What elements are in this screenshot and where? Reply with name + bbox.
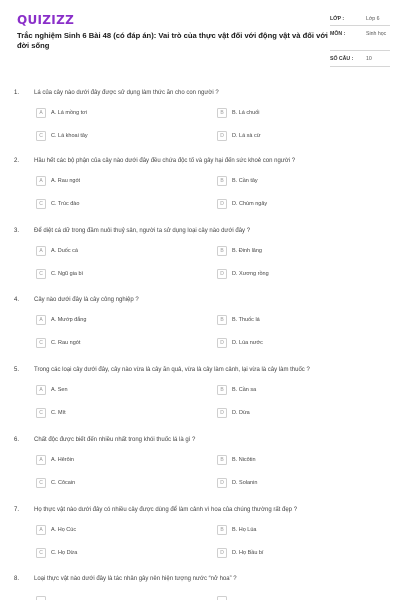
- question-number: 4.: [14, 297, 20, 303]
- option-letter-box: D: [217, 408, 227, 418]
- option-b[interactable]: [217, 385, 367, 397]
- meta-class-label: LỚP :: [330, 16, 345, 22]
- option-letter-box: A: [36, 108, 46, 118]
- option-text: D. Họ Bầu bí: [232, 549, 264, 556]
- option-a[interactable]: [36, 525, 186, 537]
- option-b[interactable]: [217, 315, 367, 327]
- question-number: 7.: [14, 507, 20, 513]
- option-d[interactable]: [217, 338, 367, 350]
- option-letter-box: D: [217, 478, 227, 488]
- option-a[interactable]: [36, 176, 186, 188]
- worksheet-title: Trắc nghiệm Sinh 6 Bài 48 (có đáp án): Vai trò của thực vật đối với động vật và đối với đời sống: [17, 31, 328, 50]
- option-letter-box: A: [36, 246, 46, 256]
- question-text: Hầu hết các bộ phận của cây nào dưới đây đều chứa độc tố và gây hại đến sức khoẻ con người ?: [34, 158, 296, 164]
- option-letter-box: D: [217, 338, 227, 348]
- question-text: Lá của cây nào dưới đây được sử dụng làm thức ăn cho con người ?: [34, 90, 219, 96]
- option-d[interactable]: [217, 199, 367, 211]
- option-text: C. Rau ngót: [51, 339, 81, 346]
- option-text: B. Cần tây: [232, 177, 258, 184]
- meta-count-value: 10: [366, 56, 372, 62]
- option-letter-box: D: [217, 199, 227, 209]
- option-c[interactable]: [36, 478, 186, 490]
- quizizz-logo: QUIZIZZ: [17, 13, 75, 27]
- question-number: 5.: [14, 367, 20, 373]
- option-letter-box: B: [217, 525, 227, 535]
- option-b[interactable]: [217, 176, 367, 188]
- option-text: C. Ngũ gia bì: [51, 270, 84, 277]
- option-text: D. Lá xà cừ: [232, 132, 261, 139]
- question-text: Cây nào dưới đây là cây công nghiệp ?: [34, 297, 139, 303]
- option-letter-box: D: [217, 131, 227, 141]
- option-letter-box: A: [36, 525, 46, 535]
- option-letter-box: B: [217, 108, 227, 118]
- meta-subject-value: Sinh học: [366, 31, 387, 37]
- question-text: Chất độc được biết đến nhiều nhất trong khói thuốc lá là gì ?: [34, 437, 196, 443]
- option-text: B. Nicôtin: [232, 456, 256, 463]
- question-6: [0, 437, 400, 507]
- option-letter-box: B: [217, 315, 227, 325]
- option-text: B. Cần sa: [232, 386, 257, 393]
- question-number: 3.: [14, 228, 20, 234]
- option-letter-box: C: [36, 478, 46, 488]
- option-letter-box: C: [36, 131, 46, 141]
- option-text: A. Hêrôin: [51, 456, 74, 463]
- option-letter-box: D: [217, 269, 227, 279]
- worksheet-header: [0, 0, 400, 72]
- option-text: D. Chùm ngây: [232, 200, 268, 207]
- option-text: C. Lá khoai tây: [51, 132, 88, 139]
- question-text: Để diệt cá dữ trong đầm nuôi thuỷ sản, người ta sử dụng loại cây nào dưới đây ?: [34, 228, 251, 234]
- option-letter-box: A: [36, 455, 46, 465]
- option-letter-box: B: [217, 455, 227, 465]
- option-letter-box: D: [217, 548, 227, 558]
- option-a[interactable]: [36, 455, 186, 467]
- option-letter-box: [36, 596, 46, 600]
- question-1: [0, 90, 400, 160]
- option-a[interactable]: [36, 385, 186, 397]
- option-text: B. Đinh lăng: [232, 247, 262, 254]
- option-c[interactable]: [36, 199, 186, 211]
- option-c[interactable]: [36, 338, 186, 350]
- option-letter-box: C: [36, 408, 46, 418]
- question-text: Trong các loại cây dưới đây, cây nào vừa là cây ăn quả, vừa là cây làm cảnh, lại vừa là cây làm thuốc ?: [34, 367, 310, 373]
- option-d[interactable]: [217, 548, 367, 560]
- option-b[interactable]: [217, 455, 367, 467]
- option-text: B. Họ Lúa: [232, 526, 257, 533]
- option-a[interactable]: [36, 315, 186, 327]
- option-text: C. Côcain: [51, 479, 76, 486]
- option-text: A. Họ Cúc: [51, 526, 77, 533]
- option-letter-box: A: [36, 176, 46, 186]
- question-text: Họ thực vật nào dưới đây có nhiều cây được dùng để làm cảnh vì hoa của chúng thường rất đẹp ?: [34, 507, 298, 513]
- option-d[interactable]: [217, 408, 367, 420]
- question-number: 8.: [14, 576, 20, 582]
- question-text: Loại thực vật nào dưới đây là tác nhân gây nên hiện tượng nước “nở hoa” ?: [34, 576, 237, 582]
- option-text: C. Mít: [51, 409, 66, 416]
- option-text: B. Thuốc lá: [232, 316, 260, 323]
- question-number: 6.: [14, 437, 20, 443]
- option-text: A. Lá mồng tơi: [51, 109, 88, 116]
- option-a[interactable]: [36, 108, 186, 120]
- question-7: [0, 507, 400, 577]
- option-text: D. Xương rồng: [232, 270, 269, 277]
- option-text: A. Sen: [51, 386, 68, 393]
- option-a[interactable]: [36, 246, 186, 258]
- meta-divider: [330, 25, 390, 26]
- option-text: A. Mướp đắng: [51, 316, 87, 323]
- option-text: C. Họ Dừa: [51, 549, 78, 556]
- question-number: 2.: [14, 158, 20, 164]
- option-text: D. Solanin: [232, 479, 258, 486]
- question-2: [0, 158, 400, 228]
- option-c[interactable]: [36, 408, 186, 420]
- option-text: C. Trúc đào: [51, 200, 80, 207]
- question-4: [0, 297, 400, 367]
- option-d[interactable]: [217, 131, 367, 143]
- option-letter-box: A: [36, 315, 46, 325]
- question-number: 1.: [14, 90, 20, 96]
- option-b[interactable]: [217, 525, 367, 537]
- option-text: A. Duốc cá: [51, 247, 78, 254]
- meta-subject-label: MÔN :: [330, 31, 346, 37]
- option-d[interactable]: [217, 478, 367, 490]
- option-letter-box: C: [36, 199, 46, 209]
- option-c[interactable]: [36, 131, 186, 143]
- meta-class-value: Lớp 6: [366, 16, 380, 22]
- option-c[interactable]: [36, 269, 186, 281]
- option-text: D. Dừa: [232, 409, 250, 416]
- option-letter-box: A: [36, 385, 46, 395]
- meta-count-label: SỐ CÂU :: [330, 56, 354, 62]
- question-8: [0, 576, 400, 600]
- option-c[interactable]: [36, 548, 186, 560]
- option-d[interactable]: [217, 269, 367, 281]
- meta-divider: [330, 50, 390, 51]
- option-b[interactable]: [217, 246, 367, 258]
- option-text: B. Lá chuối: [232, 109, 260, 116]
- meta-divider: [330, 66, 390, 67]
- question-3: [0, 228, 400, 298]
- option-letter-box: C: [36, 269, 46, 279]
- option-text: D. Lúa nước: [232, 339, 263, 346]
- option-letter-box: B: [217, 246, 227, 256]
- question-5: [0, 367, 400, 437]
- option-letter-box: B: [217, 176, 227, 186]
- option-letter-box: C: [36, 548, 46, 558]
- option-letter-box: B: [217, 385, 227, 395]
- option-text: A. Rau ngót: [51, 177, 81, 184]
- option-letter-box: [217, 596, 227, 600]
- option-letter-box: C: [36, 338, 46, 348]
- option-b[interactable]: [217, 108, 367, 120]
